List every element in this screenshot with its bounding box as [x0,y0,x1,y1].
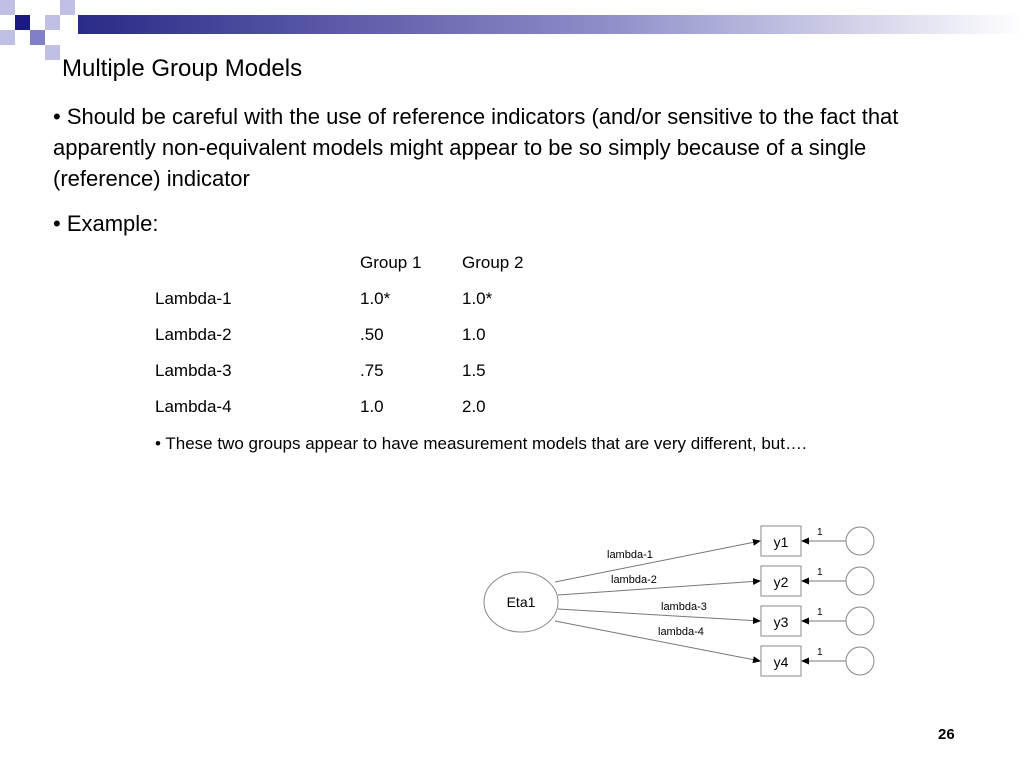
measurement-model-diagram [470,515,890,690]
group-1-value: .50 [360,325,384,344]
header-group-2: Group 2 [462,253,524,272]
error-loading-label: 1 [817,647,823,658]
path-lambda-3 [558,609,760,621]
error-loading-label: 1 [817,567,823,578]
path-label: lambda-3 [661,601,707,613]
indicator-label: y4 [773,654,789,670]
eta1-label: Eta1 [506,594,536,610]
header-group-1: Group 1 [360,253,422,272]
bullet-example: • Example: [53,211,159,236]
page-number: 26 [938,726,955,743]
indicator-label: y2 [773,574,789,590]
path-lambda-1 [555,541,760,582]
bullet-reference-indicators: • Should be careful with the use of reference indicators (and/or sensitive to the fact that apparently non-equivalent models might appear to be so simply because of a single (reference) indicator [53,104,899,191]
indicator-label: y1 [773,534,789,550]
group-2-value: 1.5 [462,361,486,380]
path-label: lambda-2 [611,574,657,586]
group-2-value: 2.0 [462,397,486,416]
row-label: Lambda-2 [155,325,232,344]
error-term-node [846,527,874,555]
sub-bullet-groups-differ: • These two groups appear to have measurement models that are very different, but…. [155,434,807,453]
error-loading-label: 1 [817,527,823,538]
group-1-value: 1.0* [360,289,391,308]
row-label: Lambda-1 [155,289,232,308]
row-label: Lambda-3 [155,361,232,380]
indicator-label: y3 [773,614,789,630]
path-label: lambda-1 [607,549,653,561]
error-term-node [846,607,874,635]
group-2-value: 1.0* [462,289,493,308]
group-2-value: 1.0 [462,325,486,344]
error-term-node [846,567,874,595]
path-lambda-2 [558,581,760,595]
path-label: lambda-4 [658,626,704,638]
error-loading-label: 1 [817,607,823,618]
group-1-value: 1.0 [360,397,384,416]
slide-title: Multiple Group Models [62,55,303,82]
row-label: Lambda-4 [155,397,232,416]
error-term-node [846,647,874,675]
group-1-value: .75 [360,361,384,380]
